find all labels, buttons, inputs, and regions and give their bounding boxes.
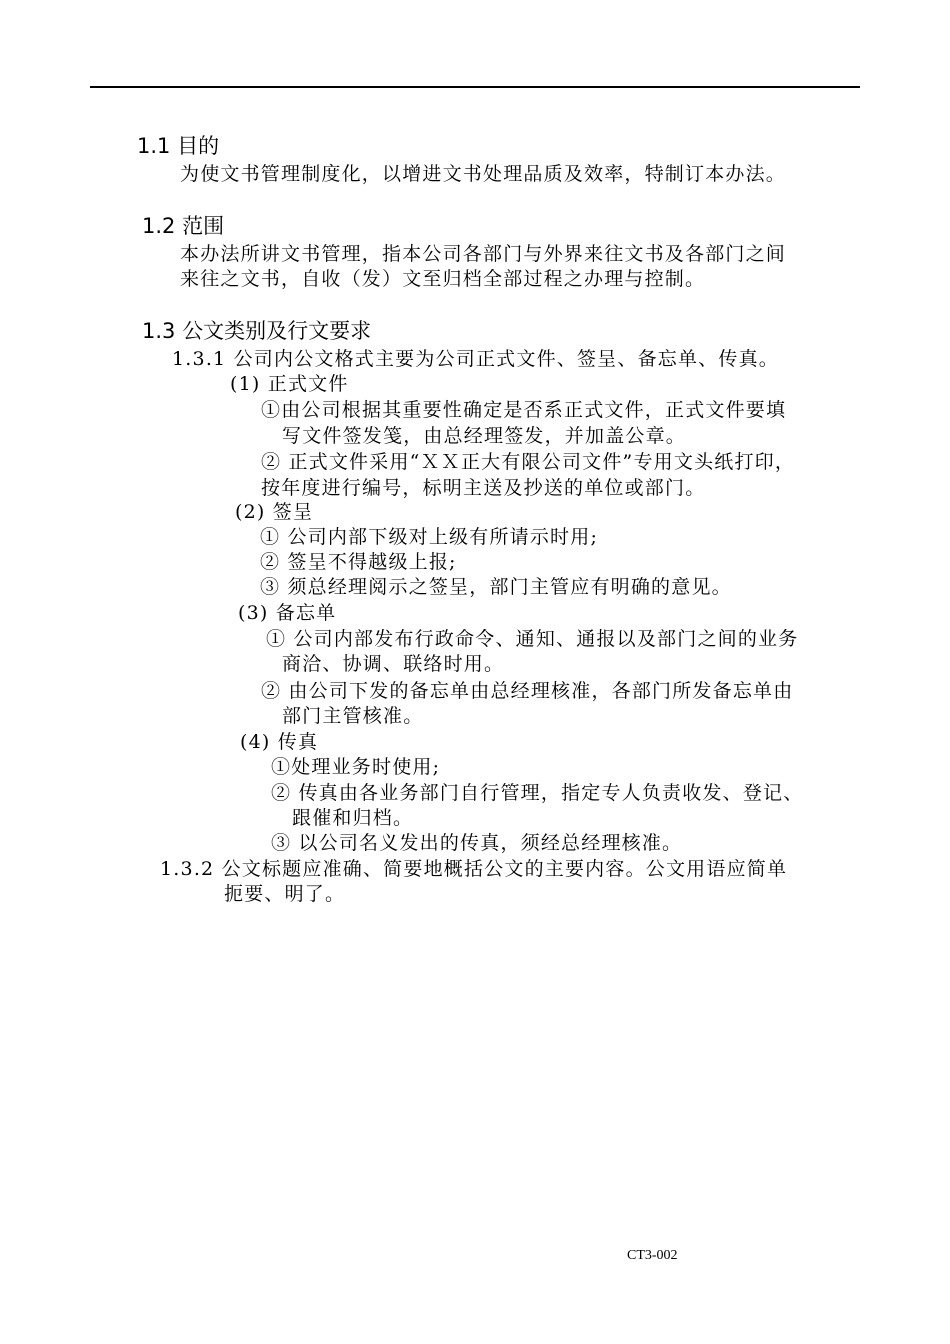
memo-item-2-line-2: 部门主管核准。 — [282, 705, 424, 727]
scope-text-1: 本办法所讲文书管理，指本公司各部门与外界来往文书及各部门之间 — [180, 243, 787, 265]
heading-purpose: 1.1 目的 — [137, 134, 220, 158]
sub-formal-doc-title: (1) 正式文件 — [230, 373, 349, 395]
heading-doc-types: 1.3 公文类别及行文要求 — [142, 319, 372, 343]
formal-item-1-line-1: ①由公司根据其重要性确定是否系正式文件，正式文件要填 — [261, 399, 787, 421]
sub-memo-title: (3) 备忘单 — [238, 602, 337, 624]
heading-scope: 1.2 范围 — [142, 214, 225, 238]
header-rule — [90, 86, 860, 88]
fax-item-1: ①处理业务时使用; — [271, 756, 441, 778]
clause-1-3-2-line-1: 1.3.2 公文标题应准确、简要地概括公文的主要内容。公文用语应简单 — [160, 858, 788, 880]
petition-item-3: ③ 须总经理阅示之签呈，部门主管应有明确的意见。 — [260, 576, 732, 598]
purpose-text: 为使文书管理制度化，以增进文书处理品质及效率，特制订本办法。 — [180, 163, 787, 185]
petition-item-2: ② 签呈不得越级上报; — [260, 551, 457, 573]
fax-item-2-line-1: ② 传真由各业务部门自行管理，指定专人负责收发、登记、 — [271, 782, 804, 804]
memo-item-1-line-2: 商洽、协调、联络时用。 — [282, 653, 505, 675]
formal-item-2-line-1: ② 正式文件采用“ＸＸ正大有限公司文件”专用文头纸打印， — [261, 451, 796, 473]
scope-text-2: 来往之文书，自收（发）文至归档全部过程之办理与控制。 — [180, 268, 706, 290]
clause-1-3-1: 1.3.1 公司内公文格式主要为公司正式文件、签呈、备忘单、传真。 — [172, 348, 779, 370]
document-code: CT3-002 — [627, 1248, 678, 1263]
petition-item-1: ① 公司内部下级对上级有所请示时用; — [260, 526, 599, 548]
sub-fax-title: (4) 传真 — [240, 731, 319, 753]
sub-petition-title: (2) 签呈 — [235, 501, 314, 523]
clause-1-3-2-line-2: 扼要、明了。 — [224, 883, 346, 905]
formal-item-2-line-2: 按年度进行编号，标明主送及抄送的单位或部门。 — [261, 477, 706, 499]
formal-item-1-line-2: 写文件签发笺，由总经理签发，并加盖公章。 — [282, 425, 687, 447]
fax-item-3: ③ 以公司名义发出的传真，须经总经理核准。 — [271, 832, 683, 854]
fax-item-2-line-2: 跟催和归档。 — [292, 807, 414, 829]
memo-item-1-line-1: ① 公司内部发布行政命令、通知、通报以及部门之间的业务 — [266, 628, 799, 650]
memo-item-2-line-1: ② 由公司下发的备忘单由总经理核准，各部门所发备忘单由 — [261, 680, 794, 702]
